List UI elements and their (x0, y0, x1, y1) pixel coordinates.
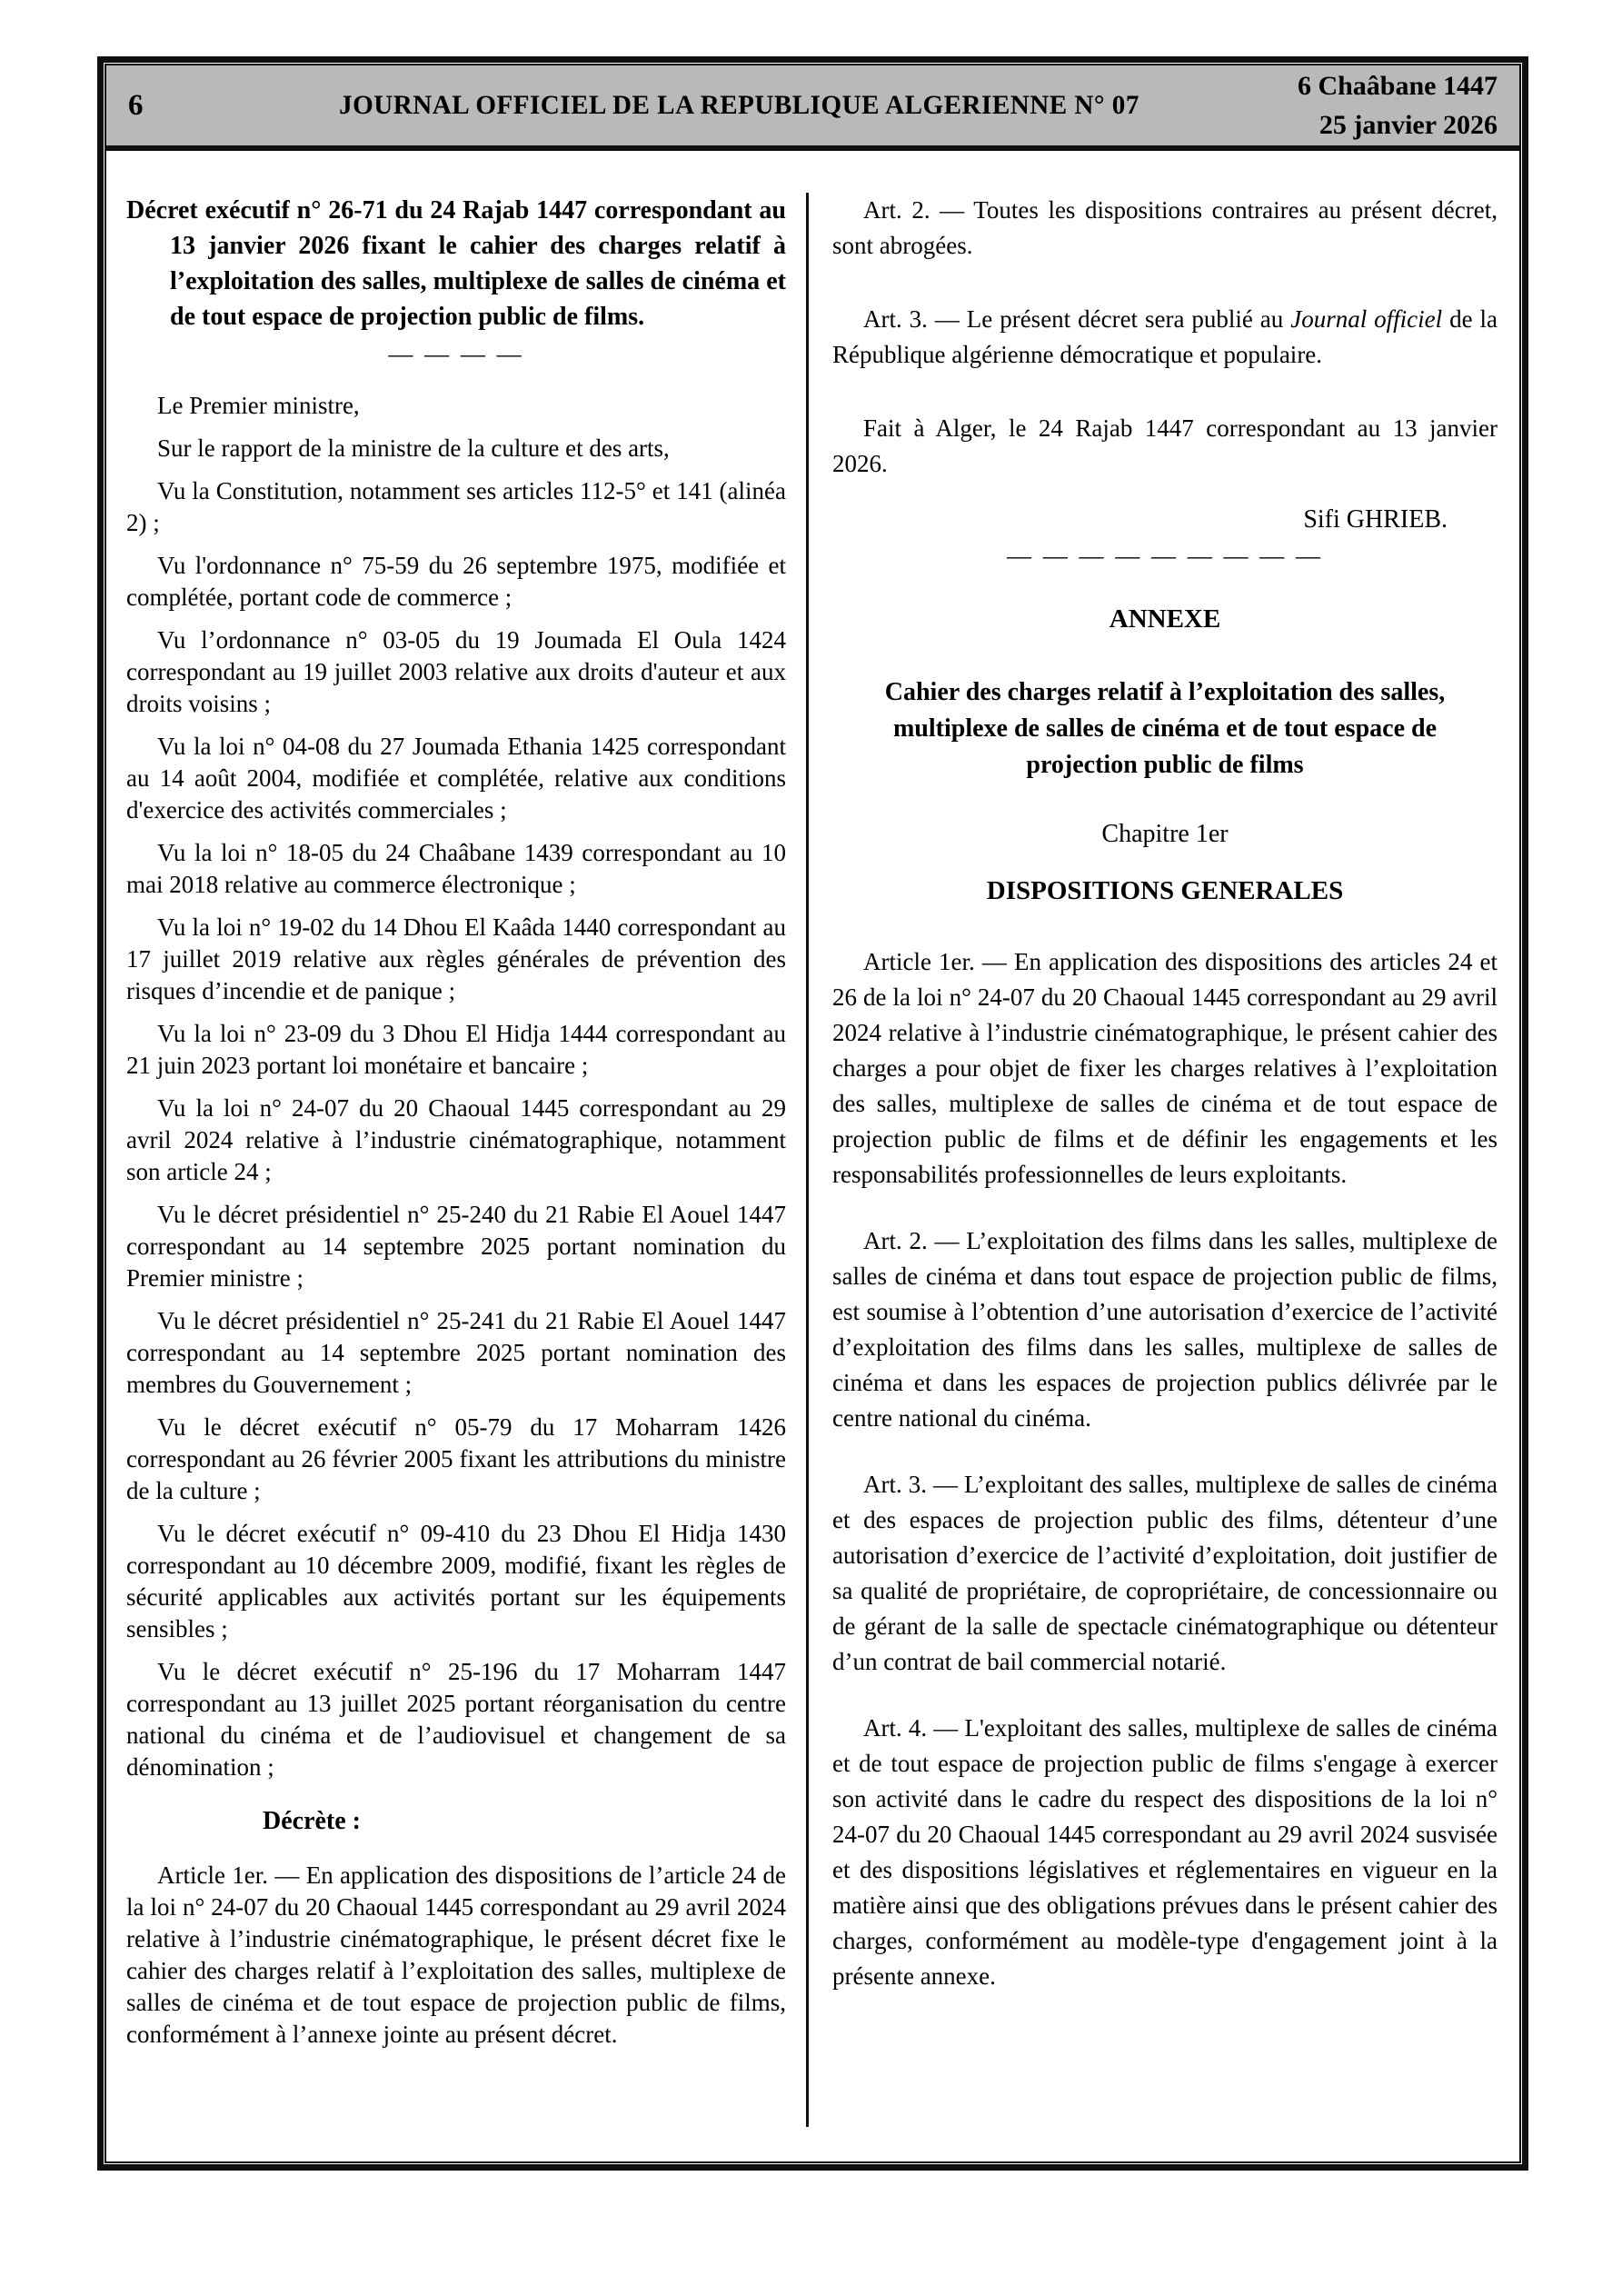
chapter-title: DISPOSITIONS GENERALES (986, 876, 1344, 905)
article-paragraph (832, 302, 1498, 373)
visa-paragraph: Vu la loi n° 24-07 du 20 Chaoual 1445 correspondant au 29 avril 2024 relative à l’industrie cinématographique, notamment son article 24 ; (126, 1094, 786, 1185)
header-dates (1269, 66, 1498, 145)
left-column (106, 193, 806, 2161)
journal-title: JOURNAL OFFICIEL DE LA REPUBLIQUE ALGERIENNE N° 07 (339, 90, 1139, 120)
annexe-heading: ANNEXE (1109, 604, 1221, 634)
article-paragraph: Art. 2. — L’exploitation des films dans les salles, multiplexe de salles de cinéma et dans tout espace de projection public de films, est soumise à l’obtention d’une autorisation d’exercice de l’activité d’exploitation des films dans les salles, multiplexe de salles de cinéma et dans les espaces de projection publics délivrée par le centre national du cinéma. (832, 1227, 1498, 1432)
annexe-title: Cahier des charges relatif à l’exploitation des salles, multiplexe de salles de cinéma et de tout espace de projection public de films (884, 678, 1446, 779)
separator: — — — — — — — — — (1007, 542, 1323, 569)
visa-paragraph: Vu le décret exécutif n° 05-79 du 17 Moharram 1426 correspondant au 26 février 2005 fixant les attributions du ministre de la culture ; (126, 1413, 786, 1504)
article-paragraph: Art. 4. — L'exploitant des salles, multiplexe de salles de cinéma et de tout espace de projection public de films s'engage à exercer son activité dans le cadre du respect des dispositions de la loi n° 24-07 du 20 Chaoual 1445 correspondant au 29 avril 2024 susvisée et des dispositions législatives et réglementaires en vigueur en la matière ainsi que des obligations prévues dans le présent cahier des charges, conformément au modèle-type d'engagement joint à la présente annexe. (832, 1714, 1498, 1990)
right-column (809, 193, 1519, 2161)
visa-paragraph: Vu la loi n° 18-05 du 24 Chaâbane 1439 correspondant au 10 mai 2018 relative au commerce électronique ; (126, 839, 786, 898)
separator: — — — — (388, 340, 524, 367)
decree-title: Décret exécutif n° 26-71 du 24 Rajab 1447 correspondant au 13 janvier 2026 fixant le cahier des charges relatif à l’exploitation des salles, multiplexe de salles de cinéma et de tout espace de projection public de films. (126, 196, 786, 331)
visa-paragraph: Vu la Constitution, notamment ses articles 112-5° et 141 (alinéa 2) ; (126, 477, 786, 536)
visa-paragraph: Vu le décret exécutif n° 25-196 du 17 Moharram 1447 correspondant au 13 juillet 2025 portant réorganisation du centre national du cinéma et de l’audiovisuel et changement de sa dénomination ; (126, 1658, 786, 1781)
decrete-label: Décrète : (263, 1807, 362, 1835)
article-paragraph: Art. 2. — Toutes les dispositions contraires au présent décret, sont abrogées. (832, 196, 1498, 259)
article-paragraph: Art. 3. — L’exploitant des salles, multiplexe de salles de cinéma et des espaces de projection public des films, détenteur d’une autorisation d’exercice de l’activité d’exploitation, doit justifier de sa qualité de propriétaire, de copropriétaire, de concessionnaire ou de gérant de la salle de spectacle cinématographique ou détenteur d’un contrat de bail commercial notarié. (832, 1471, 1498, 1675)
page-frame (97, 56, 1528, 2171)
chapter-heading: Chapitre 1er (1101, 820, 1229, 848)
gregorian-date: 25 janvier 2026 (1318, 110, 1498, 140)
signature: Sifi GHRIEB. (1303, 505, 1448, 534)
page-number: 6 (128, 88, 144, 122)
visa-paragraph: Vu le décret présidentiel n° 25-240 du 21 Rabie El Aouel 1447 correspondant au 14 septembre 2025 portant nomination du Premier ministre ; (126, 1201, 786, 1292)
dateline: Fait à Alger, le 24 Rajab 1447 correspondant au 13 janvier 2026. (832, 414, 1498, 477)
article-paragraph: Article 1er. — En application des dispositions de l’article 24 de la loi n° 24-07 du 20 Chaoual 1445 correspondant au 29 avril 2024 relative à l’industrie cinématographique, le présent décret fixe le cahier des charges relatif à l’exploitation des salles, multiplexe de salles de cinéma et de tout espace de projection public de films, conformément à l’annexe jointe au présent décret. (126, 1862, 786, 2048)
page-content (106, 151, 1519, 2161)
visa-paragraph: Vu la loi n° 19-02 du 14 Dhou El Kaâda 1440 correspondant au 17 juillet 2019 relative aux règles générales de prévention des risques d’incendie et de panique ; (126, 913, 786, 1004)
visa-paragraph: Vu la loi n° 23-09 du 3 Dhou El Hidja 1444 correspondant au 21 juin 2023 portant loi monétaire et bancaire ; (126, 1020, 786, 1079)
visa-paragraph: Le Premier ministre, (157, 392, 360, 419)
visa-paragraph: Vu le décret présidentiel n° 25-241 du 21 Rabie El Aouel 1447 correspondant au 14 septembre 2025 portant nomination des membres du Gouvernement ; (126, 1307, 786, 1398)
journal-officiel-italic: Journal officiel (1290, 305, 1443, 333)
article-paragraph: Article 1er. — En application des dispositions des articles 24 et 26 de la loi n° 24-07 du 20 Chaoual 1445 correspondant au 29 avril 2024 relative à l’industrie cinématographique, le présent cahier des charges a pour objet de fixer les charges relatives à l’exploitation des salles, multiplexe de salles de cinéma et de tout espace de projection public de films et de définir les engagements et les responsabilités professionnelles de leurs exploitants. (832, 948, 1498, 1188)
journal-header (106, 65, 1519, 151)
article-text: Art. 3. — Le présent décret sera publié au (863, 305, 1291, 333)
visa-paragraph: Vu l’ordonnance n° 03-05 du 19 Joumada El Oula 1424 correspondant au 19 juillet 2003 relative aux droits d'auteur et aux droits voisins ; (126, 626, 786, 717)
visa-paragraph: Vu l'ordonnance n° 75-59 du 26 septembre 1975, modifiée et complétée, portant code de commerce ; (126, 552, 786, 611)
visa-paragraph: Vu la loi n° 04-08 du 27 Joumada Ethania 1425 correspondant au 14 août 2004, modifiée et complétée, relative aux conditions d'exercice des activités commerciales ; (126, 733, 786, 824)
visa-paragraph: Vu le décret exécutif n° 09-410 du 23 Dhou El Hidja 1430 correspondant au 10 décembre 2009, modifié, fixant les règles de sécurité applicables aux activités portant sur les équipements sensibles ; (126, 1520, 786, 1642)
visa-paragraph: Sur le rapport de la ministre de la culture et des arts, (157, 434, 670, 462)
hijri-date: 6 Chaâbane 1447 (1297, 71, 1498, 101)
article-text: de la République algérienne démocratique et populaire. (832, 305, 1498, 368)
page-frame-inner (104, 64, 1521, 2163)
